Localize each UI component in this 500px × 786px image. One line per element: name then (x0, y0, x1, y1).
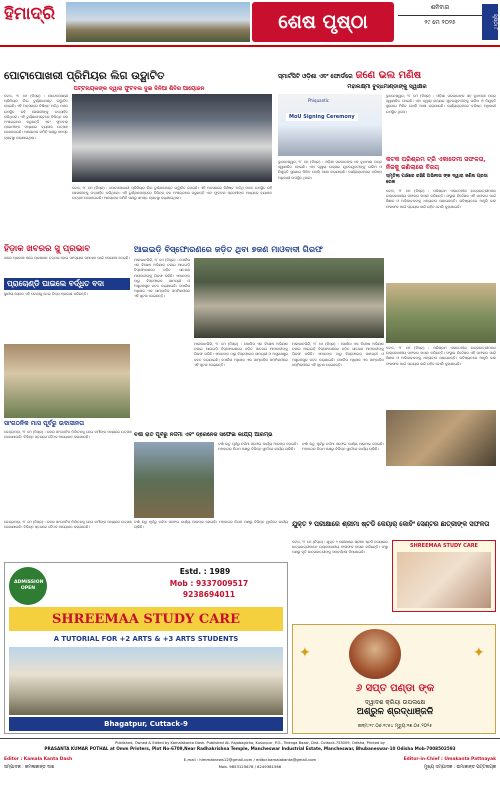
date: ୨୯ ମେ ୨୦୨୫ (398, 15, 482, 27)
page-title-box (252, 2, 394, 42)
story2-body: ଭୁବନେଶ୍ୱର, ୨୮ ମେ (ନିସ୍ର) : ଓଡ଼ିଶା ସରକାରଙ୍କ ସହ ବୁଝାମଣା ପତ୍ର ସ୍ୱାକ୍ଷରିତ ହୋଇଛି। ଏହା ଦ୍ୱାରା ରାଜ୍ୟର ଯୁବକଯୁବତୀଙ୍କୁ ତାଲିମ ଓ ନିଯୁକ୍ତି ସୁଯୋଗ ମିଳିବ ବୋଲି ଆଶା କରାଯାଉଛି। କାର୍ଯ୍ୟକ୍ରମରେ ବରିଷ୍ଠ ଅଧିକାରୀ ଉପସ୍ଥିତ ଥିଲେ। (386, 94, 496, 114)
masthead-rule (0, 45, 500, 47)
story2-body-2: ଭୁବନେଶ୍ୱର, ୨୮ ମେ (ନିସ୍ର) : ଓଡ଼ିଶା ସରକାରଙ୍କ ସହ ବୁଝାମଣା ପତ୍ର ସ୍ୱାକ୍ଷରିତ ହୋଇଛି। ଏହା ଦ୍ୱାରା ରାଜ୍ୟର ଯୁବକଯୁବତୀଙ୍କୁ ତାଲିମ ଓ ନିଯୁକ୍ତି ସୁଯୋଗ ମିଳିବ ବୋଲି ଆଶା କରାଯାଉଛି। କାର୍ଯ୍ୟକ୍ରମରେ ବରିଷ୍ଠ ଅଧିକାରୀ ଉପସ୍ଥିତ ଥିଲେ। (278, 160, 382, 180)
story6-headline: ଆଇଇଡ଼ି ବିସ୍ଫୋରଣରେ ଜଡ଼ିତ ଥିବା ୭ଜଣ ମାଓବାଦୀ ଗିରଫ (134, 244, 324, 254)
ad1-photo (397, 552, 491, 608)
obituary-portrait (349, 629, 401, 679)
story-sangathan (4, 420, 132, 520)
footer-chief: Editor-in-Chief : Umakanta Pattnayak ମୁଖ୍ୟ ସମ୍ପାଦକ : ଉମାକାନ୍ତ ପଟ୍ଟନାୟକ (403, 757, 496, 770)
story2-caption: MoU Signing Ceremony (286, 113, 358, 121)
story4-headline: ହିଡ଼ାକ ଖବରର ସୁ ପ୍ରଭାବ (4, 244, 91, 254)
story5-headline: ପ୍ରାଚୋଣ୍ଡି ଘାଇଲେ ବର୍ଦ୍ଧିତ ବଦା (4, 278, 130, 290)
page-number: ପୃଷ୍ଠା ୮ (482, 4, 498, 40)
story1-body-2: କଟକ, ୨୮ ମେ (ନିସ୍ର) : ପୋଟାପୋଖରୀ ପ୍ରିମିୟର ଲିଗ ଟୁର୍ଣ୍ଣାମେଣ୍ଟ ଉଦ୍ଘାଟିତ ହୋଇଛି। ଏହି ଅବସରରେ ବିଶିଷ୍ଟ ଅତିଥି ମାନେ ଉପସ୍ଥିତ ରହି ଖେଳାଳୀଙ୍କୁ ଉତ୍ସାହିତ କରିଥିଲେ। ଏହି ଟୁର୍ଣ୍ଣାମେଣ୍ଟରେ ବିଭିନ୍ନ ଦଳ ଅଂଶଗ୍ରହଣ କରୁଛନ୍ତି ଏବଂ ଫୁଟବଲ ପ୍ରେମୀଙ୍କ ମଧ୍ୟରେ ବ୍ୟାପକ ଉତ୍ସାହ ଦେଖାଦେଇଛି। ଆୟୋଜକ କମିଟି ପକ୍ଷରୁ ସମସ୍ତ ବ୍ୟବସ୍ଥା କରାଯାଇଥିଲା। (72, 186, 272, 201)
story7-headline: ସାଂଗଠନିକ ମାସ ପୂର୍ବରୁ ଉଦାସୀନତା (4, 420, 85, 427)
obituary-subtitle: ଦ୍ୱାଦଶ କ୍ରିୟା ଉପଲକ୍ଷେ (364, 699, 426, 706)
masthead-temple-photo (66, 2, 250, 42)
story-potapokhari (4, 70, 274, 240)
obituary-tribute: ଅଶ୍ରୁଳ ଶ୍ରଦ୍ଧାଞ୍ଜଳି (356, 707, 434, 717)
story3-headline: କଟକ ପରିଶ୍ରମ ଟ୍ରି ଏକାଡେମୀ ସଫଳତା, ନିଜକୁ ଜଣିଲାରେ ବିଜୟ (386, 156, 486, 171)
story6-body: ମାଲକାନଗିରି, ୨୮ ମେ (ନିସ୍ର) : ପୋଲିସ ଏକ ବିଶେଷ ଅଭିଯାନ ଚଳାଇ ଆଇଇଡ଼ି ବିସ୍ଫୋରଣରେ ଜଡ଼ିତ ସାତଜଣ ମାଓବାଦୀଙ୍କୁ ଗିରଫ କରିଛି। ଏମାନଙ୍କ ଠାରୁ ବିସ୍ଫୋରକ ସାମଗ୍ରୀ ଓ ଅସ୍ତ୍ରଶସ୍ତ୍ର ଜବତ କରାଯାଇଛି। ପୋଲିସ ଅଧିକ୍ଷକ ଏକ ସାମ୍ବାଦିକ ସମ୍ମିଳନୀରେ ଏହି ସୂଚନା ଦେଇଛନ୍ତି। (134, 258, 190, 299)
story2-subhead: ମହାଲକ୍ଷ୍ମୀ ବୁଦ୍ଧମାଣ୍ଡାଙ୍କୁ ସ୍ୱାକ୍ଷର (347, 84, 427, 90)
story3-photo-2 (386, 410, 496, 466)
ad2-address: Bhagatpur, Cuttack-9 (9, 717, 283, 731)
story-drain (134, 432, 384, 518)
footer-contact: E-mail : himmatnews12@gmail.com / editor.kamalakanta@gmail.com Mob. 9853125678 / 8249381566 (183, 757, 317, 769)
footer-editor: Editor : Kamala Kanta Dash ସମ୍ପାଦକ : କମଳାକାନ୍ତ ଦାଶ (4, 757, 73, 770)
obituary-lamp-right: ✦ (473, 645, 485, 661)
obituary-lamp-left: ✦ (299, 645, 311, 661)
story7-body: କେନ୍ଦ୍ରାପଡ଼ା, ୨୮ ମେ (ନିସ୍ର) : ଦଳର ସାଂଗଠନିକ ନିର୍ବାଚନକୁ ନେଇ କର୍ମୀଙ୍କ ମଧ୍ୟରେ ଉତ୍ସାହ ଦେଖାଯାଉଛି। ବିଭିନ୍ନ ସ୍ତରରେ ବୈଠକ ଆୟୋଜନ କରାଯାଉଛି। (4, 430, 132, 440)
story5-body: ସ୍ଥାନୀୟ ଲୋକେ ଏହି ଘଟଣାକୁ ନେଇ ଚିନ୍ତା ପ୍ରକାଶ କରିଛନ୍ତି। (4, 292, 88, 296)
story6-photo (194, 258, 384, 338)
story8-headline: ବର୍ଷା ରାତି ପୂର୍ବରୁ ନର୍ଦ୍ଦମା ଏବଂ ଡ୍ରେନେଜ ସଫେଇ କାର୍ଯ୍ୟ ଆରମ୍ଭ (134, 432, 273, 438)
story1-subhead: ପଟ୍ଟନାୟକଙ୍କ ଦ୍ୱାରା ଫୁଟବଲ ଦୁଇ ଦିନିଆ ଶିବିର ଆୟୋଜନ (73, 86, 205, 92)
story1-headline: ପୋଟାପୋଖରୀ ପ୍ରିମିୟର ଲିଗ ଉଦ୍ଘାଟିତ (4, 70, 165, 82)
day: ଶନିବାର (430, 4, 450, 11)
story1-body: କଟକ, ୨୮ ମେ (ନିସ୍ର) : ପୋଟାପୋଖରୀ ପ୍ରିମିୟର ଲିଗ ଟୁର୍ଣ୍ଣାମେଣ୍ଟ ଉଦ୍ଘାଟିତ ହୋଇଛି। ଏହି ଅବସରରେ ବିଶିଷ୍ଟ ଅତିଥି ମାନେ ଉପସ୍ଥିତ ରହି ଖେଳାଳୀଙ୍କୁ ଉତ୍ସାହିତ କରିଥିଲେ। ଏହି ଟୁର୍ଣ୍ଣାମେଣ୍ଟରେ ବିଭିନ୍ନ ଦଳ ଅଂଶଗ୍ରହଣ କରୁଛନ୍ତି ଏବଂ ଫୁଟବଲ ପ୍ରେମୀଙ୍କ ମଧ୍ୟରେ ବ୍ୟାପକ ଉତ୍ସାହ ଦେଖାଦେଇଛି। ଆୟୋଜକ କମିଟି ପକ୍ଷରୁ ସମସ୍ତ ବ୍ୟବସ୍ଥା କରାଯାଇଥିଲା। (4, 94, 68, 140)
ad1-banner: SHREEMAA STUDY CARE (410, 543, 478, 549)
story3-body-2: କଟକ, ୨୮ ମେ (ନିସ୍ର) : ପରିଶ୍ରମ ଏକାଡେମୀର ଛାତ୍ରଛାତ୍ରୀମାନେ ଉଲ୍ଲେଖନୀୟ ସଫଳତା ହାସଲ କରିଛନ୍ତି। ସଂସ୍ଥାର ନିର୍ଦ୍ଦେଶକ ଏହି ସଫଳତା ପାଇଁ ଶିକ୍ଷକ ଓ ଅଭିଭାବକଙ୍କୁ ଧନ୍ୟବାଦ ଜଣାଇଛନ୍ତି। ଭବିଷ୍ୟତରେ ଆହୁରି ଭଲ ଫଳାଫଳ ପାଇଁ ପ୍ରୟାସ ଜାରି ରହିବ ବୋଲି କୁହାଯାଇଛି। (386, 346, 496, 366)
story4-body: ଖବର ପ୍ରକାଶ ପରେ ପ୍ରଶାସନ ତତ୍ପର ହୋଇ ସମସ୍ୟାର ସମାଧାନ ପାଇଁ ପଦକ୍ଷେପ ନେଇଛି। (4, 256, 130, 260)
story3-body: କଟକ, ୨୮ ମେ (ନିସ୍ର) : ପରିଶ୍ରମ ଏକାଡେମୀର ଛାତ୍ରଛାତ୍ରୀମାନେ ଉଲ୍ଲେଖନୀୟ ସଫଳତା ହାସଲ କରିଛନ୍ତି। ସଂସ୍ଥାର ନିର୍ଦ୍ଦେଶକ ଏହି ସଫଳତା ପାଇଁ ଶିକ୍ଷକ ଓ ଅଭିଭାବକଙ୍କୁ ଧନ୍ୟବାଦ ଜଣାଇଛନ୍ତି। ଭବିଷ୍ୟତରେ ଆହୁରି ଭଲ ଫଳାଫଳ ପାଇଁ ପ୍ରୟାସ ଜାରି ରହିବ ବୋଲି କୁହାଯାଇଛି। (386, 189, 496, 209)
ad2-mob2: 9238694011 (182, 590, 236, 599)
ad2-name-banner: SHREEMAA STUDY CARE (9, 607, 283, 631)
story-academy (386, 156, 496, 526)
footer-line1: Published, Owned & Edited by Kamalakanta Dash. Published At- Rajabagicha, Kusunpur, P.O.- Telenga Bazar, Dist- Cuttack-753009, Odisha, Printed by (115, 741, 385, 745)
ad2-tagline: A TUTORIAL FOR +2 ARTS & +3 ARTS STUDENTS (53, 635, 239, 643)
ad2-mob: Mob : 9337009517 (169, 579, 249, 588)
story2-kicker: ସ୍ମାର୍ଟସିଟି ଓଡ଼ିଶା ଏବଂ ଫୋର୍ଡରେ (278, 73, 353, 80)
ad2-building-photo (9, 647, 283, 715)
ad-banner-small (392, 540, 496, 612)
story3-subhead: ସ୍ମୃତିଲା ପାଞ୍ଚରେ ରହିଛି ଅଭିନୀତା ଙ୍କ ଦ୍ୱାରା ଜଣିଷ ପ୍ରସା ରେକ (386, 174, 488, 185)
story-hidaka (4, 244, 130, 344)
story8-body-3: ବର୍ଷା ଋତୁ ପୂର୍ବରୁ ନର୍ଦ୍ଦମା ସଫେଇ କାର୍ଯ୍ୟ ଆରମ୍ଭ ହୋଇଛି। ମହାନଗର ନିଗମ ପକ୍ଷରୁ ବିଭିନ୍ନ ୱାର୍ଡରେ କାର୍ଯ୍ୟ ଚାଲିଛି। (134, 520, 288, 530)
story7-body-2: କେନ୍ଦ୍ରାପଡ଼ା, ୨୮ ମେ (ନିସ୍ର) : ଦଳର ସାଂଗଠନିକ ନିର୍ବାଚନକୁ ନେଇ କର୍ମୀଙ୍କ ମଧ୍ୟରେ ଉତ୍ସାହ ଦେଖାଯାଉଛି। ବିଭିନ୍ନ ସ୍ତରରେ ବୈଠକ ଆୟୋଜନ କରାଯାଉଛି। (4, 520, 132, 530)
story5-photo (4, 344, 130, 418)
story1-photo (72, 94, 272, 182)
dateline (398, 4, 482, 40)
story2-photo (278, 94, 382, 156)
story8-photo (134, 442, 214, 518)
story3-photo-1 (386, 283, 496, 343)
story8-body: ବର୍ଷା ଋତୁ ପୂର୍ବରୁ ନର୍ଦ୍ଦମା ସଫେଇ କାର୍ଯ୍ୟ ଆରମ୍ଭ ହୋଇଛି। ମହାନଗର ନିଗମ ପକ୍ଷରୁ ବିଭିନ୍ନ ୱାର୍ଡରେ କାର୍ଯ୍ୟ ଚାଲିଛି। (218, 442, 298, 452)
story6-body-2: ମାଲକାନଗିରି, ୨୮ ମେ (ନିସ୍ର) : ପୋଲିସ ଏକ ବିଶେଷ ଅଭିଯାନ ଚଳାଇ ଆଇଇଡ଼ି ବିସ୍ଫୋରଣରେ ଜଡ଼ିତ ସାତଜଣ ମାଓବାଦୀଙ୍କୁ ଗିରଫ କରିଛି। ଏମାନଙ୍କ ଠାରୁ ବିସ୍ଫୋରକ ସାମଗ୍ରୀ ଓ ଅସ୍ତ୍ରଶସ୍ତ୍ର ଜବତ କରାଯାଇଛି। ପୋଲିସ ଅଧିକ୍ଷକ ଏକ ସାମ୍ବାଦିକ ସମ୍ମିଳନୀରେ ଏହି ସୂଚନା ଦେଇଛନ୍ତି। (194, 342, 288, 367)
story2-headline: ଜଣେ ଭଲ ମଣିଷ (355, 70, 422, 81)
story8-body-2: ବର୍ଷା ଋତୁ ପୂର୍ବରୁ ନର୍ଦ୍ଦମା ସଫେଇ କାର୍ଯ୍ୟ ଆରମ୍ଭ ହୋଇଛି। ମହାନଗର ନିଗମ ପକ୍ଷରୁ ବିଭିନ୍ନ ୱାର୍ଡରେ କାର୍ଯ୍ୟ ଚାଲିଛି। (302, 442, 384, 452)
story9-headline: ଯୁକ୍ତ ୨ ପରୀକ୍ଷାରେ ଶ୍ରୀମା ଷ୍ଟଡି କେୟାର୍ କୋଚିଂ ସେଣ୍ଟର ଛାତ୍ରୀଙ୍କ ସଫଳତା (292, 520, 490, 528)
ad-shreemaa (4, 562, 288, 734)
admission-open-badge: ADMISSION OPEN (9, 567, 47, 605)
obituary-title: ୬ ସପ୍ତ ପଣ୍ଡା ଙ୍କ (355, 683, 435, 694)
story2-brand: Phiquantic (308, 98, 329, 103)
page-title: ଶେଷ ପୃଷ୍ଠା (278, 11, 368, 33)
story-shreemaa (292, 520, 496, 620)
masthead (0, 0, 500, 66)
obituary (292, 624, 496, 734)
ad2-estd: Estd. : 1989 (179, 567, 231, 576)
story6-body-3: ମାଲକାନଗିରି, ୨୮ ମେ (ନିସ୍ର) : ପୋଲିସ ଏକ ବିଶେଷ ଅଭିଯାନ ଚଳାଇ ଆଇଇଡ଼ି ବିସ୍ଫୋରଣରେ ଜଡ଼ିତ ସାତଜଣ ମାଓବାଦୀଙ୍କୁ ଗିରଫ କରିଛି। ଏମାନଙ୍କ ଠାରୁ ବିସ୍ଫୋରକ ସାମଗ୍ରୀ ଓ ଅସ୍ତ୍ରଶସ୍ତ୍ର ଜବତ କରାଯାଇଛି। ପୋଲିସ ଅଧିକ୍ଷକ ଏକ ସାମ୍ବାଦିକ ସମ୍ମିଳନୀରେ ଏହି ସୂଚନା ଦେଇଛନ୍ତି। (292, 342, 384, 367)
obituary-dates: ଜନ୍ମ:୧୯.୦୬.୧୯୫୪ ମୃତ୍ୟୁ:୧୭.୦୫.୨୦୨୫ (357, 724, 433, 729)
story-maoists (134, 244, 384, 430)
masthead-logo: ହିମାଦ୍ରି (4, 4, 56, 24)
footer (0, 738, 500, 786)
story9-body: କଟକ, ୨୮ ମେ (ନିସ୍ର) : ଯୁକ୍ତ ୨ ପରୀକ୍ଷାରେ ଶ୍ରୀମା ଷ୍ଟଡି କେୟାରର ଛାତ୍ରଛାତ୍ରୀମାନେ ଉଲ୍ଲେଖନୀୟ ଫଳାଫଳ ହାସଲ କରିଛନ୍ତି। ସଂସ୍ଥା ପକ୍ଷରୁ କୃତି ଛାତ୍ରଛାତ୍ରୀଙ୍କୁ ସମ୍ବର୍ଦ୍ଧନା ଦିଆଯାଇଛି। (292, 540, 388, 555)
footer-line2: PRASANTA KUMAR POTHAL at Omm Printers, Plot No-6709,Near Radhakrishna Temple, Mancheswar Industrial Estate, Mancheswar, Bhubaneswar-10 Odisha Mob-7008502593 (44, 746, 456, 751)
